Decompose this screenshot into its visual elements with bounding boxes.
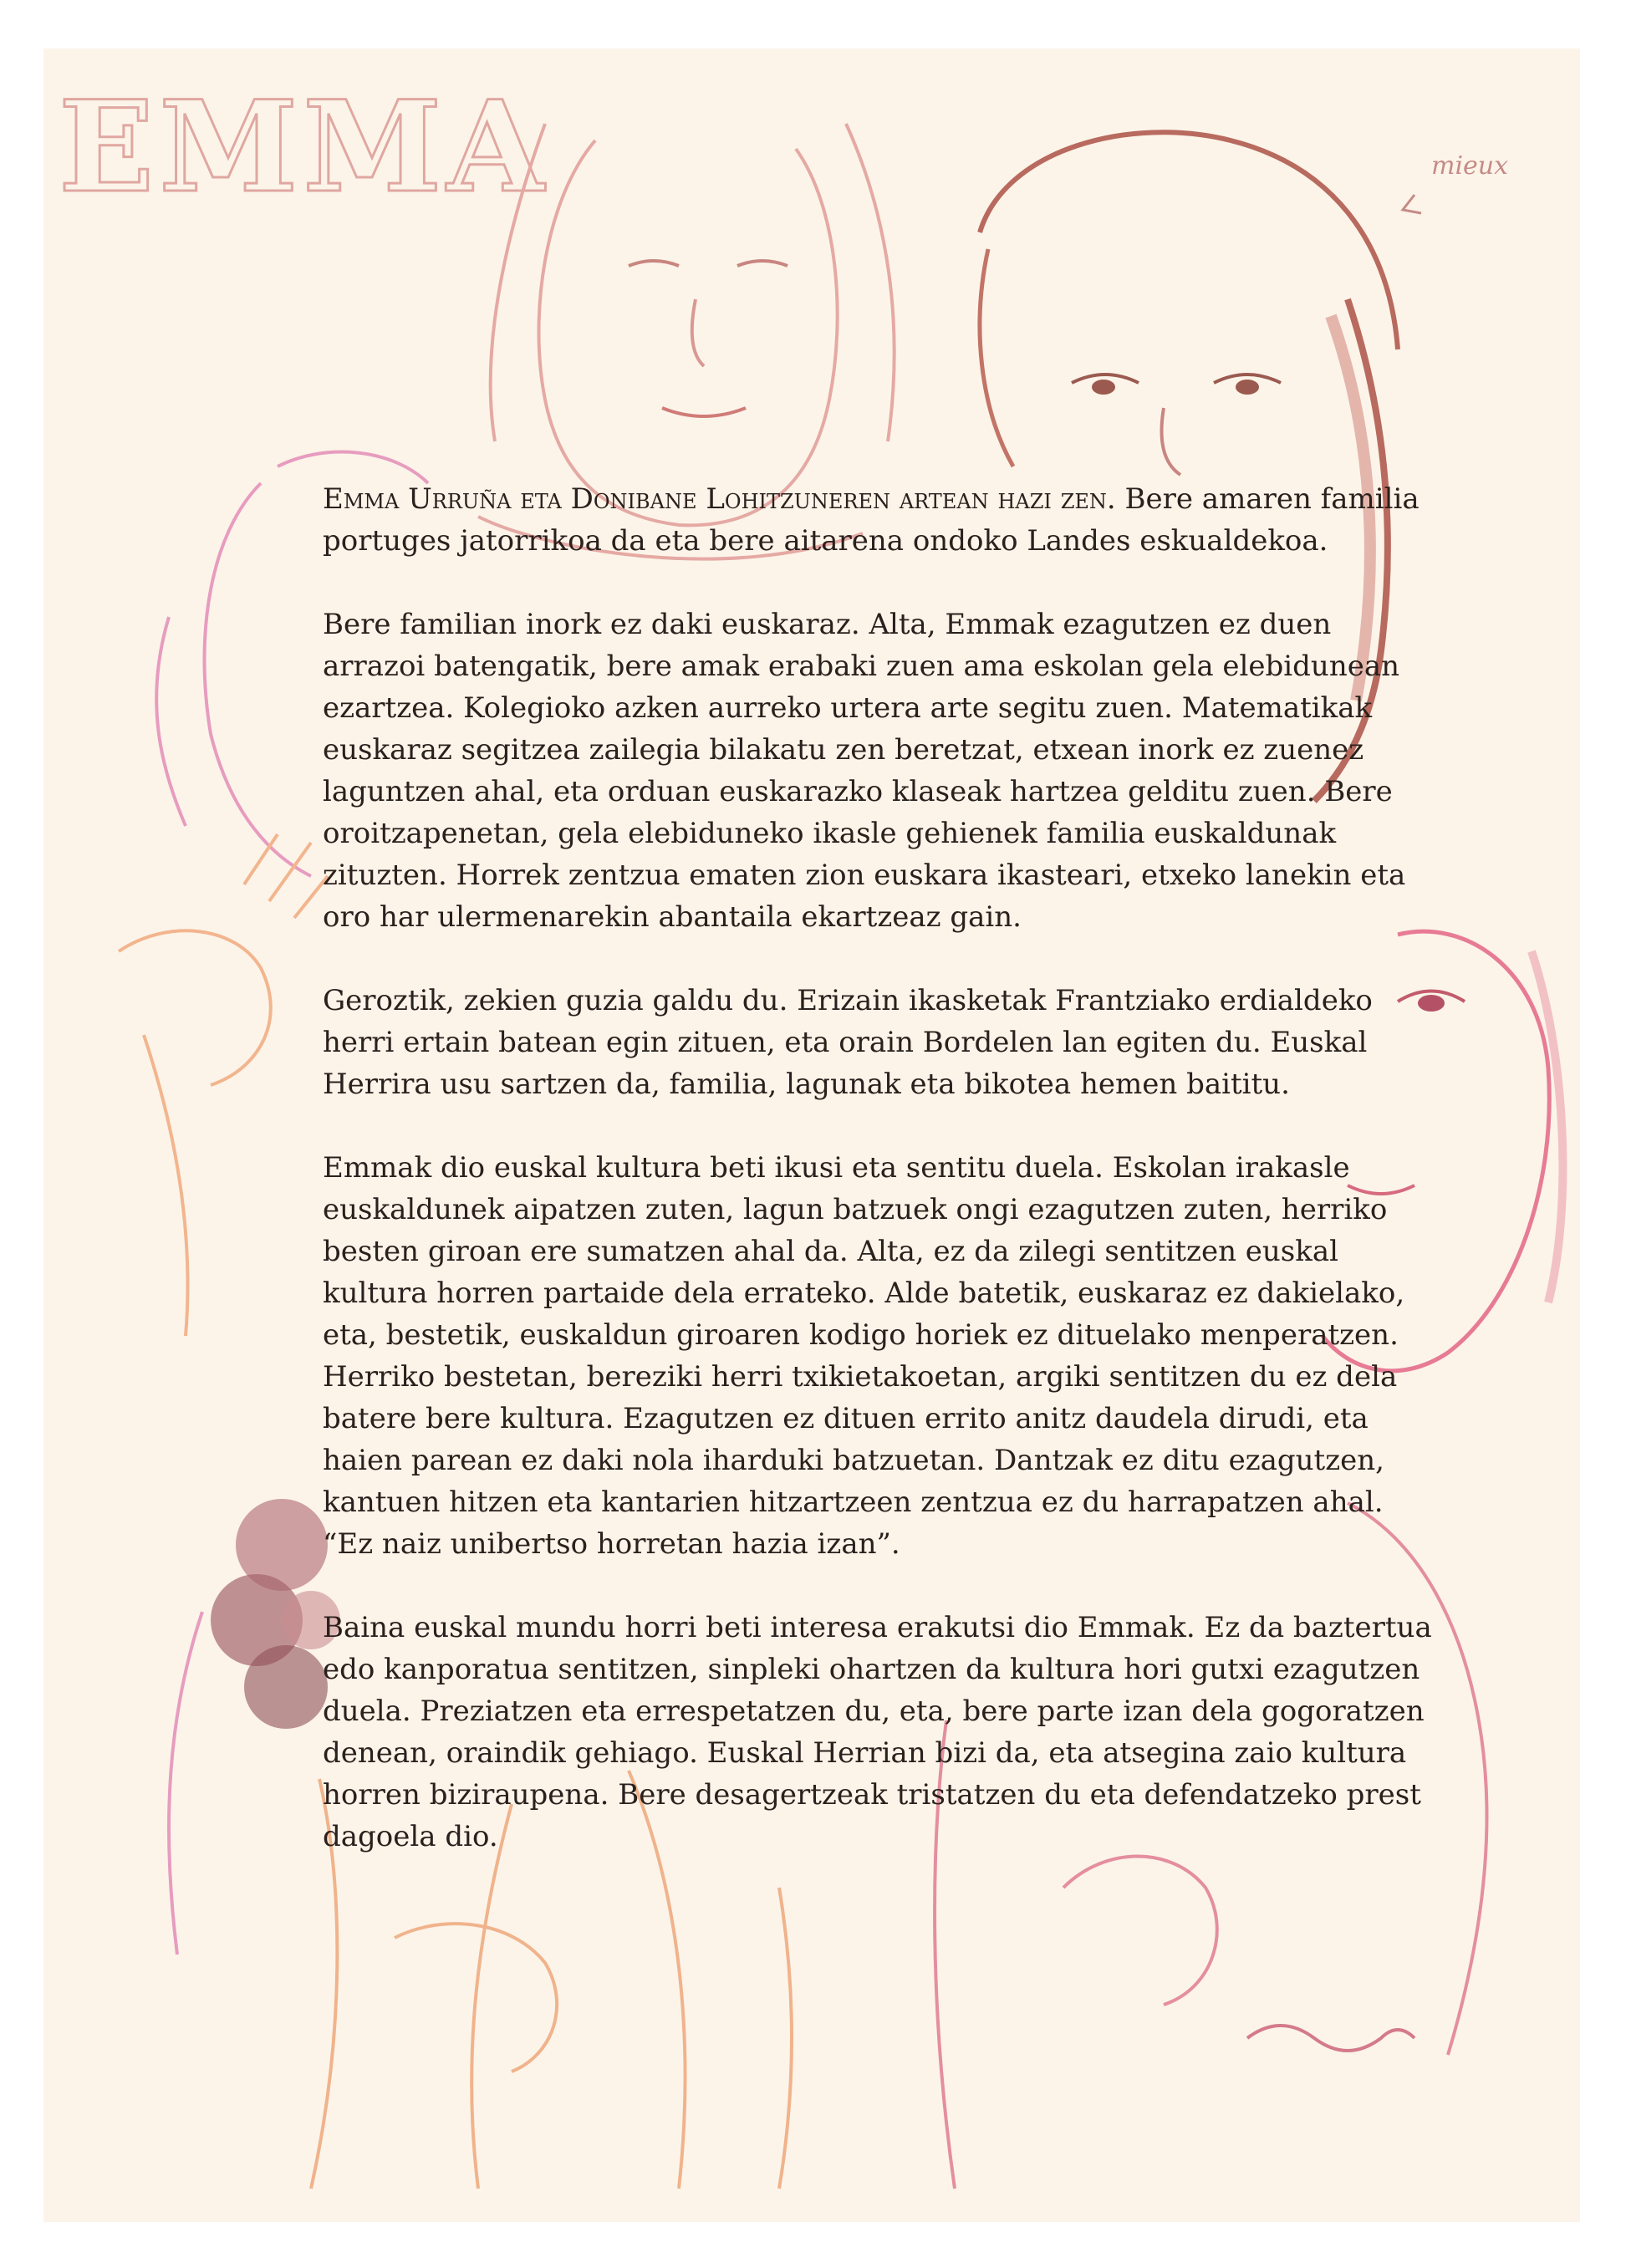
article-paragraph xyxy=(323,478,1435,562)
margin-note: mieux xyxy=(1431,151,1509,181)
article-lead: Emma Urruña eta Donibane Lohitzuneren artean hazi zen. xyxy=(323,482,1116,516)
article-paragraph: Geroztik, zekien guzia galdu du. Erizain ikasketak Frantziako erdialdeko herri ertain batean egin zituen, eta orain Bordelen lan egiten du. Euskal Herrira usu sartzen da, familia, lagunak eta bikotea hemen baititu. xyxy=(323,984,1373,1101)
article-paragraph: Emmak dio euskal kultura beti ikusi eta sentitu duela. Eskolan irakasle euskaldunek aipatzen zuten, lagun batzuek ongi ezagutzen zuten, herriko besten giroan ere sumatzen ahal da. Alta, ez da zilegi sentitzen euskal kultura horren partaide dela errateko. Alde batetik, euskaraz ez dakielako, eta, bestetik, euskaldun giroaren kodigo horiek ez dituelako menperatzen. Herriko bestetan, bereziki herri txikietakoetan, argiki sentitzen du ez dela batere bere kultura. Ezagutzen ez dituen errito anitz daudela dirudi, eta haien parean ez daki nola iharduki batzuetan. Dantzak ez ditu ezagutzen, kantuen hitzen eta kantarien hitzartzeen zentzua ez du harrapatzen ahal. “Ez naiz unibertso horretan hazia izan”. xyxy=(323,1151,1405,1561)
sketch-curly-hair xyxy=(211,1499,340,1729)
arrow-scribble-icon xyxy=(1403,195,1421,213)
article-paragraph: Baina euskal mundu horri beti interesa erakutsi dio Emmak. Ez da baztertua edo kanporatua sentitzen, sinpleki ohartzen da kultura hori gutxi ezagutzen duela. Preziatzen eta errespetatzen du, eta, bere parte izan dela gogoratzen denean, oraindik gehiago. Euskal Herrian bizi da, eta atsegina zaio kultura horren biziraupena. Bere desagertzeak tristatzen du eta defendatzeko prest dagoela dio. xyxy=(323,1611,1432,1853)
paragraph-text: Bere amaren familia portuges jatorrikoa da eta bere aitarena ondoko Landes eskualdekoa. xyxy=(323,482,1420,558)
sketch-figure-left-orange xyxy=(119,834,328,1336)
article-body xyxy=(323,478,1435,1899)
page-sheet xyxy=(43,48,1580,2222)
title-lettering: EMMA xyxy=(59,74,549,221)
article-paragraph: Bere familian inork ez daki euskaraz. Alta, Emmak ezagutzen ez duen arrazoi batengatik, bere amak erabaki zuen ama eskolan gela elebidunean ezartzea. Kolegioko azken aurreko urtera arte segitu zuen. Matematikak euskaraz segitzea zailegia bilakatu zen beretzat, etxean inork ez zuenez laguntzen ahal, eta orduan euskarazko klaseak hartzea gelditu zuen. Bere oroitzapenetan, gela elebiduneko ikasle gehienek familia euskaldunak zituzten. Horrek zentzua ematen zion euskara ikasteari, etxeko lanekin eta oro har ulermenarekin abantaila ekartzeaz gain. xyxy=(323,608,1406,934)
